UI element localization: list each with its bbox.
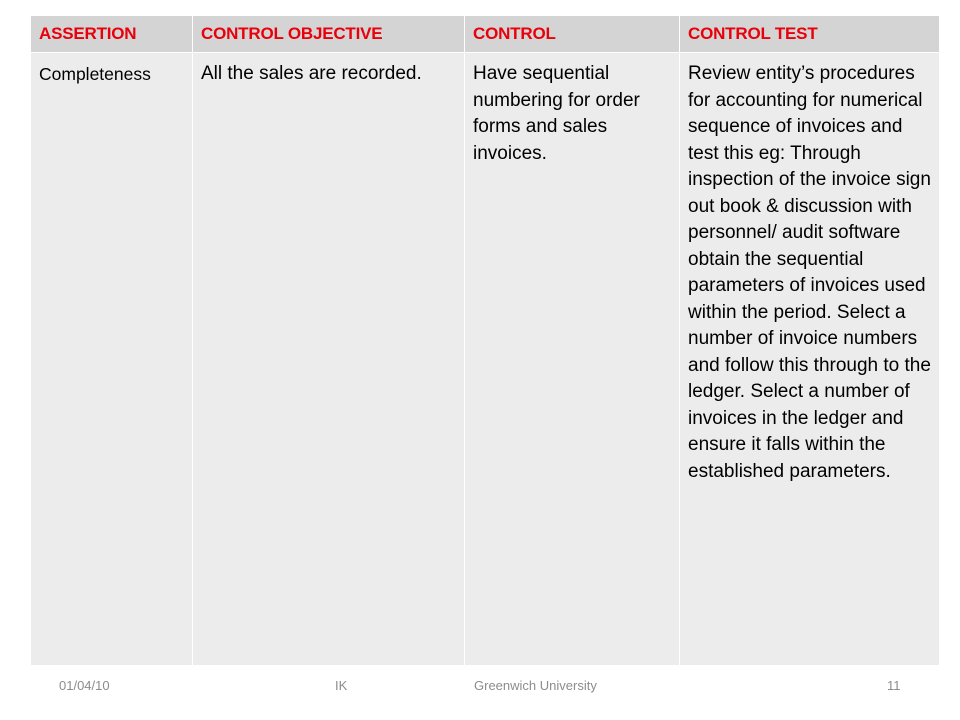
- header-control-objective: CONTROL OBJECTIVE: [193, 16, 465, 53]
- header-assertion: ASSERTION: [31, 16, 193, 53]
- cell-control-objective: All the sales are recorded.: [193, 53, 465, 666]
- footer-organization: Greenwich University: [474, 678, 597, 693]
- table-row: [31, 53, 940, 666]
- cell-assertion: Completeness: [31, 53, 193, 666]
- table-header-row: [31, 16, 940, 53]
- footer-date: 01/04/10: [59, 678, 110, 693]
- audit-controls-table: [30, 15, 940, 666]
- cell-control-test: Review entity’s procedures for accounting for numerical sequence of invoices and test this eg: Through inspection of the invoice sign out book & discussion with personnel/ audit software obtain the sequential parameters of invoices used within the period. Select a number of invoice numbers and follow this through to the ledger. Select a number of invoices in the ledger and ensure it falls within the established parameters.: [680, 53, 940, 666]
- footer-author: IK: [335, 678, 348, 693]
- footer-page-number: 11: [887, 678, 901, 693]
- cell-control: Have sequential numbering for order forms and sales invoices.: [465, 53, 680, 666]
- header-control-test: CONTROL TEST: [680, 16, 940, 53]
- header-control: CONTROL: [465, 16, 680, 53]
